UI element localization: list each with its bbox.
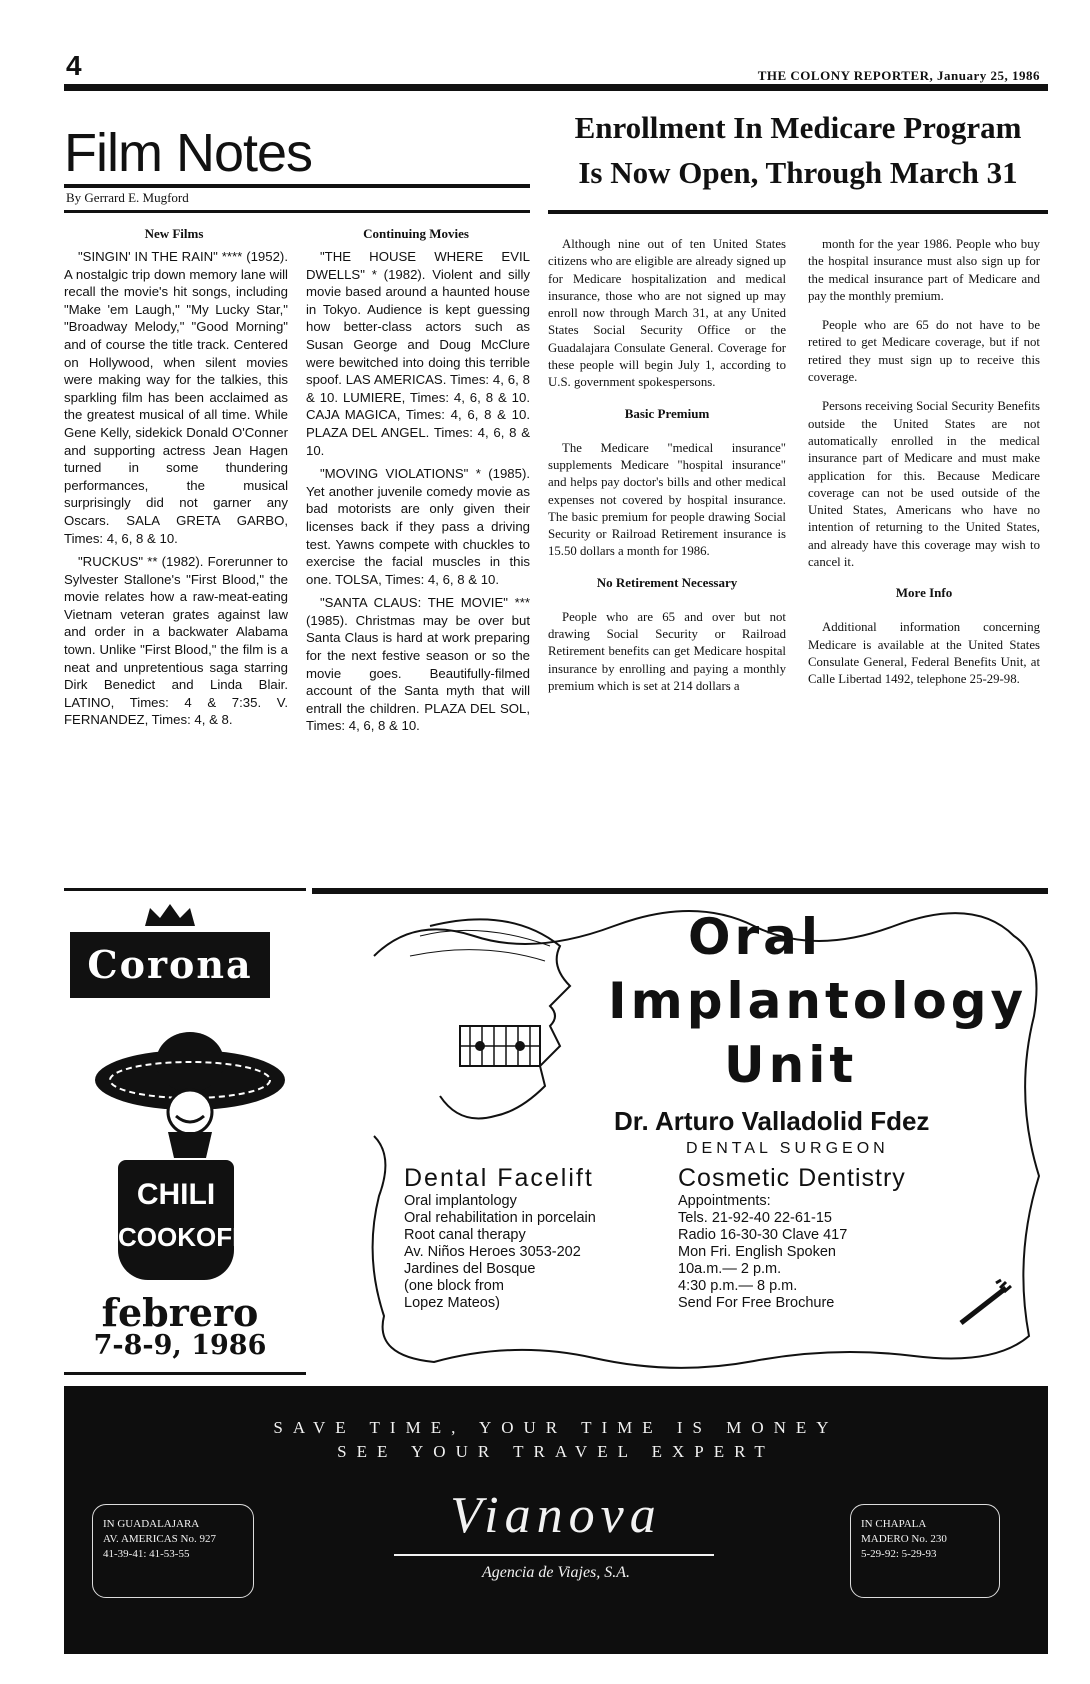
toothbrush-icon	[956, 1278, 1016, 1328]
contact-line: 4:30 p.m.— 8 p.m.	[678, 1278, 798, 1294]
service-line: Oral implantology	[404, 1193, 517, 1209]
medicare-rule	[548, 210, 1048, 214]
medicare-col2-p2: People who are 65 do not have to be retired to get Medicare coverage, but if not retired they must sign up to receive this coverage.	[808, 318, 1040, 385]
sombrero-mascot-icon	[90, 1020, 290, 1160]
film-review-santa: "SANTA CLAUS: THE MOVIE" *** (1985). Christmas may be over but Santa Claus is hard at work preparing for the next festive season or so the movie goes. Beautifully-filmed account of the Santa myth that will entrall the children. PLAZA DEL SOL, Times: 4, 6, 8 & 10.	[306, 595, 530, 734]
no-retirement-heading: No Retirement Necessary	[596, 574, 738, 590]
dental-services	[404, 1164, 654, 1312]
dental-specialty: DENTAL SURGEON	[686, 1140, 889, 1157]
contact-line: Tels. 21-92-40 22-61-15	[678, 1210, 832, 1226]
basic-premium-heading: Basic Premium	[624, 405, 710, 421]
medicare-headline-1: Enrollment In Medicare Program	[574, 110, 1022, 145]
office-line: 41-39-41: 41-53-55	[103, 1548, 190, 1560]
travel-slogan-1: SAVE TIME, YOUR TIME IS MONEY	[273, 1418, 839, 1437]
new-films-column	[64, 248, 288, 735]
medicare-column-2	[808, 236, 1040, 695]
film-review-house: "THE HOUSE WHERE EVIL DWELLS" * (1982). Violent and silly movie based around a haunted house in Tokyo. Audience is kept guessing how better-class actors such as Susan George and Doug McClure were bewitched into doing this terrible spoof. LAS AMERICAS. Times: 4, 6, 8 & 10. LUMIERE, Times: 4, 6, 8 & 10. CAJA MAGICA, Times: 4, 6, 8 & 10. PLAZA DEL ANGEL. Times: 4, 6, 8 & 10.	[306, 249, 530, 458]
service-line: Lopez Mateos)	[404, 1295, 500, 1311]
event-month: febrero	[101, 1290, 259, 1335]
office-line: AV. AMERICAS No. 927	[103, 1533, 216, 1545]
service-line: Jardines del Bosque	[404, 1261, 536, 1277]
medicare-intro: Although nine out of ten United States citizens who are eligible are already signed up for Medicare hospitalization and medical insurance, those who are not signed up may enroll now through March 31, at any United States Social Security Office or the Guadalajara Consulate General. Coverage for these people will begin July 1, according to U.S. government spokespersons.	[548, 237, 786, 390]
film-notes-title-rule	[64, 184, 530, 188]
medicare-col2-p3: Persons receiving Social Security Benefits outside the United States are not automatically enrolled in the medical insurance part of Medicare and must make application for this. Because Medicare coverage can not be used outside of the United States, Americans who have no intention of returning to the United States, and already have this coverage may wish to cancel it.	[808, 399, 1040, 570]
no-retirement-text: People who are 65 and over but not drawing Social Security or Railroad Retirement benefits can get Medicare hospital insurance by enrolling and paying a monthly premium which is set at 214 dollars a	[548, 609, 786, 693]
contact-line: Radio 16-30-30 Clave 417	[678, 1227, 848, 1243]
office-line: IN CHAPALA	[861, 1518, 927, 1530]
corona-logo: Corona	[70, 932, 270, 998]
medicare-headline-2: Is Now Open, Through March 31	[578, 155, 1018, 190]
header-rule	[64, 84, 1048, 91]
service-line: Oral rehabilitation in porcelain	[404, 1210, 596, 1226]
corona-bottom-rule	[64, 1372, 306, 1375]
office-line: MADERO No. 230	[861, 1533, 947, 1545]
crown-icon	[140, 900, 200, 930]
service-line: Av. Niños Heroes 3053-202	[404, 1244, 581, 1260]
continuing-movies-column	[306, 248, 530, 741]
film-review-ruckus: "RUCKUS" ** (1982). Forerunner to Sylvester Stallone's "First Blood," the movie relates how a raw-meat-eating Vietnam veteran grates against law and order in a backwater Alabama town. Unlike "First Blood," the film is a neat and unpretentious saga starring Dirk Benedict and Linda Blair. LATINO, Times: 4 & 7:35. V. FERNANDEZ, Times: 4, & 8.	[64, 554, 288, 728]
cosmetic-dentistry-heading: Cosmetic Dentistry	[678, 1164, 906, 1192]
chili-label: CHILI	[136, 1178, 216, 1211]
film-review-singin: "SINGIN' IN THE RAIN" **** (1952). A nostalgic trip down memory lane will recall the movie's hit songs, including "Make 'em Laugh," "My Lucky Star," "Broadway Melody," "Good Morning" and of course the title track. Centered on Hollywood, when silent movies were making way for the talkies, this sparkling film has been acclaimed as the greatest musical of all time. While Gene Kelly, sidekick Donald O'Conner and supporting actress Jean Hagen turned in some thundering performances, the musical surprisingly did not garner any Oscars. SALA GRETA GARBO, Times: 4, 6, 8 & 10.	[64, 249, 288, 546]
section-divider-right	[312, 888, 1048, 894]
contact-line: Send For Free Brochure	[678, 1295, 835, 1311]
dental-facelift-heading: Dental Facelift	[404, 1164, 594, 1192]
dental-title-oral: Oral	[688, 908, 823, 966]
vianova-logo: Vianova	[450, 1487, 662, 1544]
service-line: (one block from	[404, 1278, 504, 1294]
more-info-text: Additional information concerning Medicare is available at the United States Consulate General, Federal Benefits Unit, at Calle Libertad 1492, telephone 25-29-98.	[808, 620, 1040, 687]
basic-premium-text: The Medicare "medical insurance" supplements Medicare "hospital insurance" and helps pay doctor's bills and other medical expenses not covered by hospital insurance. The basic premium for people drawing Social Security or Railroad Retirement insurance is 15.50 dollars a month for 1986.	[548, 440, 786, 559]
dental-title-implantology: Implantology	[608, 972, 1028, 1030]
office-line: 5-29-92: 5-29-93	[861, 1548, 937, 1560]
service-line: Root canal therapy	[404, 1227, 526, 1243]
continuing-movies-heading: Continuing Movies	[363, 226, 469, 241]
travel-ad	[64, 1386, 1048, 1654]
office-line: IN GUADALAJARA	[103, 1518, 200, 1530]
vianova-underline	[394, 1554, 714, 1556]
more-info-heading: More Info	[895, 585, 953, 601]
cookoff-label: COOKOFF	[118, 1222, 248, 1252]
byline: By Gerrard E. Mugford	[66, 190, 189, 205]
contact-line: 10a.m.— 2 p.m.	[678, 1261, 782, 1277]
office-guadalajara	[92, 1504, 254, 1598]
dental-title-unit: Unit	[724, 1036, 858, 1094]
vianova-tagline: Agencia de Viajes, S.A.	[481, 1564, 631, 1581]
event-dates: 7-8-9, 1986	[93, 1330, 267, 1361]
dentist-name: Dr. Arturo Valladolid Fdez	[614, 1106, 930, 1136]
medicare-column-1	[548, 236, 786, 701]
office-chapala	[850, 1504, 1000, 1598]
contact-line: Appointments:	[678, 1193, 771, 1209]
film-notes-rule	[64, 210, 530, 213]
chili-cookoff-pot	[118, 1160, 248, 1280]
film-notes-title: Film Notes	[64, 123, 313, 183]
travel-slogan-2: SEE YOUR TRAVEL EXPERT	[337, 1442, 775, 1461]
film-review-moving: "MOVING VIOLATIONS" * (1985). Yet another juvenile comedy movie as bad motorists are only given their licenses back if they pass a driving test. Yawns compete with chuckles to exercise the facial muscles in this one. TOLSA, Times: 4, 6, 8 & 10.	[306, 466, 530, 587]
masthead: THE COLONY REPORTER, January 25, 1986	[757, 68, 1040, 83]
new-films-heading: New Films	[144, 226, 204, 241]
dental-contact	[678, 1164, 958, 1312]
contact-line: Mon Fri. English Spoken	[678, 1244, 836, 1260]
section-divider-left	[64, 888, 306, 891]
page-number: 4	[66, 50, 82, 81]
medicare-col2-p1: month for the year 1986. People who buy the hospital insurance must also sign up for the medical insurance part of Medicare and pay the monthly premium.	[808, 237, 1040, 303]
